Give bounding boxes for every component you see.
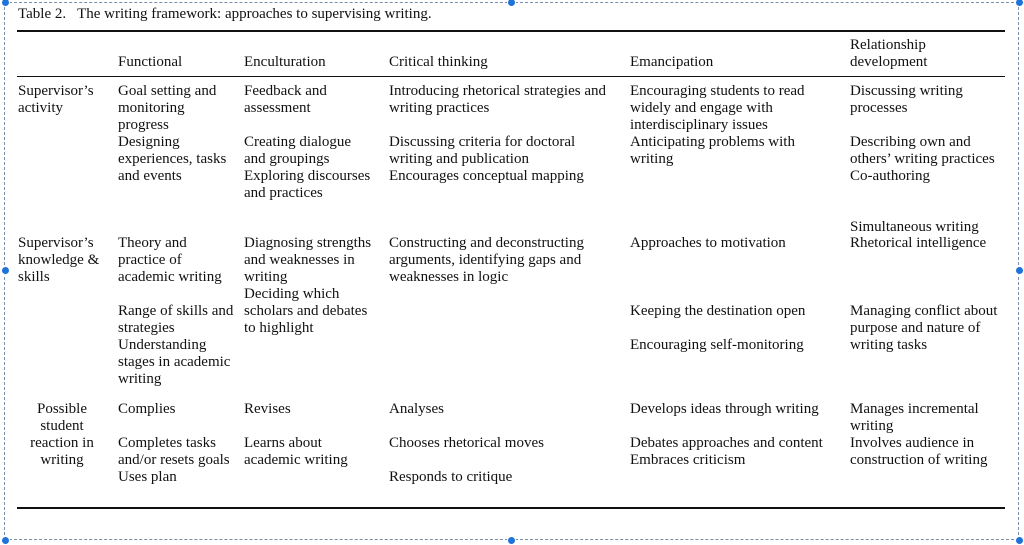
resize-handle-middle-right[interactable]: [1015, 266, 1024, 275]
reaction-emancipation-cell: [630, 401, 840, 469]
resize-handle-middle-left[interactable]: [1, 266, 10, 275]
cell-entry: Diagnosing strengths and weaknesses in writing: [244, 235, 372, 285]
cell-entry: Responds to critique: [389, 469, 513, 485]
activity-functional-cell: [118, 83, 236, 185]
cell-entry: Keeping the destination open: [630, 303, 806, 319]
reaction-relationship-cell: [850, 401, 1002, 469]
column-header-emancipation: Emancipation: [630, 54, 714, 70]
cell-entry: Manages incremental writing: [850, 401, 979, 434]
reaction-functional-cell: [118, 401, 238, 486]
cell-entry: Completes tasks and/or resets goals: [118, 435, 230, 468]
knowledge-critical-thinking-cell: [389, 235, 614, 286]
cell-entry: Understanding stages in academic writing: [118, 337, 231, 387]
activity-critical-thinking-cell: [389, 83, 614, 185]
cell-entry: Complies: [118, 401, 176, 417]
cell-entry: Introducing rhetorical strategies and writing practices: [389, 83, 607, 116]
column-header-functional: Functional: [118, 54, 183, 70]
cell-entry: Discussing criteria for doctoral writing and publication: [389, 134, 576, 167]
cell-entry: Revises: [244, 401, 291, 417]
cell-entry: Designing experiences, tasks and events: [118, 134, 227, 184]
knowledge-emancipation-cell: [630, 235, 835, 354]
cell-entry: Analyses: [389, 401, 444, 417]
header-rule: [17, 76, 1005, 77]
column-header-relationship-development: Relationship development: [850, 37, 928, 70]
activity-relationship-cell: [850, 83, 1002, 236]
cell-entry: Managing conflict about purpose and nature of writing tasks: [850, 303, 998, 353]
cell-entry: Theory and practice of academic writing: [118, 235, 222, 285]
cell-entry: Embraces criticism: [630, 452, 746, 468]
cell-entry: Co-authoring: [850, 168, 930, 184]
row-label-supervisor-knowledge: Supervisor’s knowledge & skills: [18, 235, 100, 285]
cell-entry: Goal setting and monitoring progress: [118, 83, 217, 133]
cell-entry: Describing own and others’ writing practices: [850, 134, 995, 167]
row-label-student-reaction: Possible student reaction in writing: [30, 401, 94, 468]
cell-entry: Uses plan: [118, 469, 177, 485]
resize-handle-top-right[interactable]: [1015, 0, 1024, 7]
cell-entry: Anticipating problems with writing: [630, 134, 795, 167]
cell-entry: Develops ideas through writing: [630, 401, 819, 417]
cell-entry: Range of skills and strategies: [118, 303, 234, 336]
cell-entry: Learns about academic writing: [244, 435, 348, 468]
reaction-critical-thinking-cell: [389, 401, 614, 486]
cell-entry: Creating dialogue and groupings: [244, 134, 352, 167]
knowledge-relationship-cell: [850, 235, 1002, 354]
cell-entry: Encouraging self-monitoring: [630, 337, 804, 353]
cell-entry: Approaches to motivation: [630, 235, 786, 251]
cell-entry: Rhetorical intelligence: [850, 235, 987, 251]
cell-entry: Constructing and deconstructing arguments, identifying gaps and weaknesses in logic: [389, 235, 584, 285]
activity-enculturation-cell: [244, 83, 372, 202]
cell-entry: Simultaneous writing: [850, 219, 979, 235]
knowledge-enculturation-cell: [244, 235, 376, 337]
row-label-supervisor-activity: Supervisor’s activity: [18, 83, 94, 116]
cell-entry: Deciding which scholars and debates to highlight: [244, 286, 368, 336]
cell-entry: Discussing writing processes: [850, 83, 963, 116]
cell-entry: Encourages conceptual mapping: [389, 168, 584, 184]
column-header-critical-thinking: Critical thinking: [389, 54, 488, 70]
reaction-enculturation-cell: [244, 401, 379, 469]
top-rule: [17, 30, 1005, 32]
activity-emancipation-cell: [630, 83, 828, 168]
cell-entry: Debates approaches and content: [630, 435, 823, 451]
column-header-enculturation: Enculturation: [244, 54, 326, 70]
cell-entry: Feedback and assessment: [244, 83, 327, 116]
cell-entry: Encouraging students to read widely and engage with interdisciplinary issues: [630, 83, 805, 133]
knowledge-functional-cell: [118, 235, 236, 388]
bottom-rule: [17, 507, 1005, 509]
cell-entry: Exploring discourses and practices: [244, 168, 371, 201]
cell-entry: Chooses rhetorical moves: [389, 435, 544, 451]
table-caption: Table 2. The writing framework: approaches to supervising writing.: [18, 6, 432, 22]
cell-entry: Involves audience in construction of writing: [850, 435, 988, 468]
